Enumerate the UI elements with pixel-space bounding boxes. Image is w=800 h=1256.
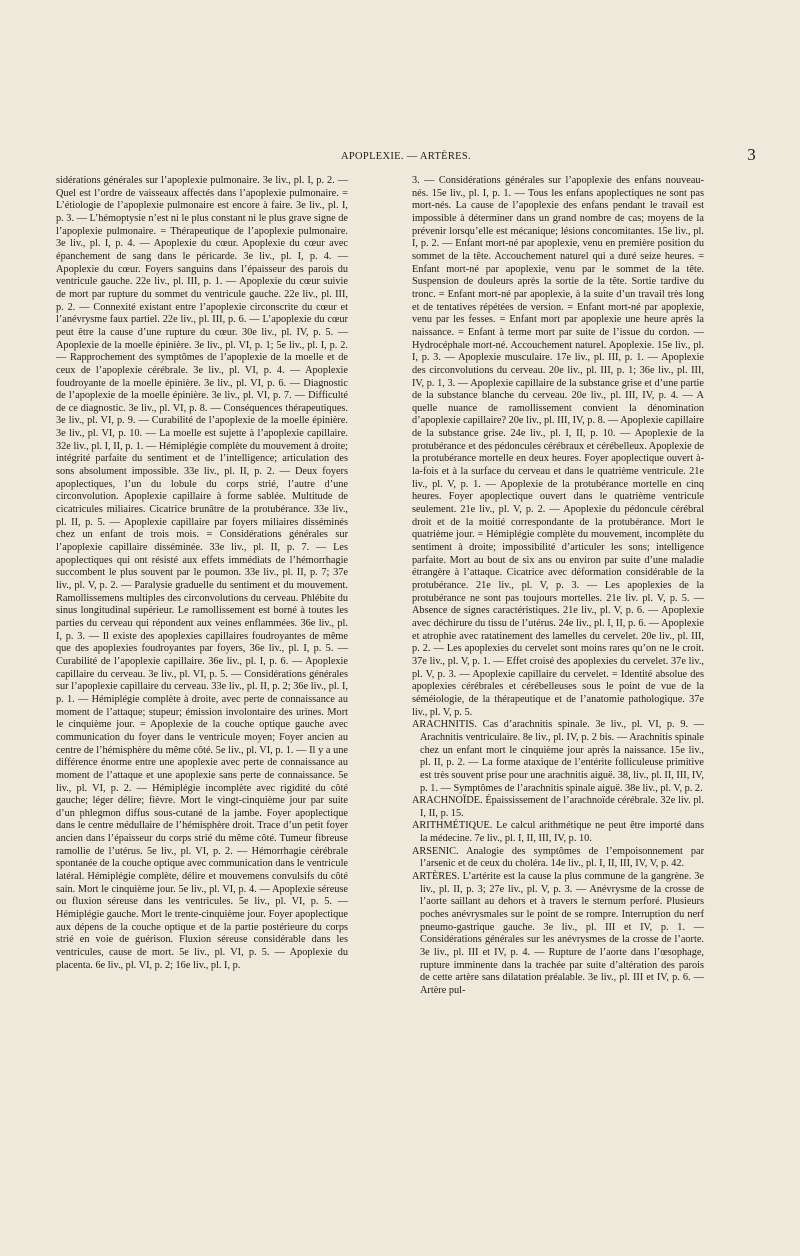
index-entry-arteres: ARTÈRES. L’artérite est la cause la plus commune de la gangrène. 3e liv., pl. II, p. 3; 27e liv., pl. V, p. 3. — Anévrysme de la crosse de l’aorte saillant au dehors et à travers le sternum perforé. Plusieurs poches anévrysmales sur le point de se rompre. Interruption du nerf pneumo-gastrique gauche. 3e liv., pl. III et IV, p. 1. — Considérations générales sur les anévrysmes de la crosse de l’aorte. 3e liv., pl. III et IV, p. 4. — Rupture de l’aorte dans l’œsophage, rupture imminente dans la trachée par suite d’altération des parois de cette artère sans dilatation préalable. 3e liv., pl. III et IV, p. 6. — Artère pul-: [412, 871, 704, 996]
running-title: APOPLEXIE. — ARTÈRES.: [341, 151, 471, 162]
page-number: 3: [747, 145, 756, 164]
index-entry-arachnitis: ARACHNITIS. Cas d’arachnitis spinale. 3e liv., pl. VI, p. 9. — Arachnitis ventriculaire. 8e liv., pl. IV, p. 2 bis. — Arachnitis spinale chez un enfant mort le cinquième jour après la naissance. 15e liv., pl. II, p. 2. — La forme ataxique de l’entérite folliculeuse primitive est très souvent prise pour une arachnitis aiguë. 38, liv., pl. II, III, IV, p. 1. — Symptômes de l’arachnitis spinale aiguë. 38e liv., pl. V, p. 2.: [412, 719, 704, 794]
index-entry-arithmetique: ARITHMÉTIQUE. Le calcul arithmétique ne peut être importé dans la médecine. 7e liv., pl. I, II, III, IV, p. 10.: [412, 820, 704, 845]
left-column: [56, 175, 348, 972]
index-entry-arsenic: ARSENIC. Analogie des symptômes de l’empoisonnement par l’arsenic et de ceux du choléra. 14e liv., pl. I, II, III, IV, V, p. 42.: [412, 845, 704, 870]
text-paragraph: sidérations générales sur l’apoplexie pulmonaire. 3e liv., pl. I, p. 2. — Quel est l’ordre de vaisseaux affectés dans l’apoplexie pulmonaire. = L’étiologie de l’apoplexie pulmonaire est encore à faire. 3e liv., pl. I, p. 3. — L’hémoptysie n’est ni le plus constant ni le plus grave signe de l’apoplexie pulmonaire. = Thérapeutique de l’apoplexie pulmonaire. 3e liv., pl. I, p. 4. — Apoplexie du cœur. Apoplexie du cœur avec épanchement de sang dans le péricarde. 3e liv., pl. I, p. 4. — Apoplexie du cœur. Foyers sanguins dans l’épaisseur des parois du ventricule gauche. 22e liv., pl. III, p. 1. — Apoplexie du cœur suivie de mort par rupture du sommet du ventricule gauche. 22e liv., pl. III, p. 2. — Connexité existant entre l’apoplexie circonscrite du cœur et l’anévrysme faux partiel. 22e liv., pl. III, p. 6. — L’apoplexie du cœur peut être la cause d’une rupture du cœur. 30e liv., pl. IV, p. 5. — Apoplexie de la moelle épinière. 3e liv., pl. VI, p. 1; 5e liv., pl. I, p. 2. — Rapprochement des symptômes de l’apoplexie de la moelle et de ceux de l’apoplexie cérébrale. 3e liv., pl. VI, p. 4. — Apoplexie foudroyante de la moelle épinière. 3e liv., pl. VI, p. 6. — Diagnostic de l’apoplexie de la moelle épinière. 3e liv., pl. VI, p. 7. — Difficulté de ce diagnostic. 3e liv., pl. VI, p. 8. — Conséquences thérapeutiques. 3e liv., pl. VI, p. 9. — Curabilité de l’apoplexie de la moelle épinière. 3e liv., pl. VI, p. 10. — La moelle est sujette à l’apoplexie capillaire. 32e liv., pl. I, II, p. 1. — Hémiplégie complète du mouvement à droite; intégrité parfaite du sentiment et de l’intelligence; articulation des sons absolument impossible. 33e liv., pl. II, p. 2. — Deux foyers apoplectiques, l’un du lobule du corps strié, l’autre d’une circonvolution. Apoplexie capillaire à forme sablée. Multitude de cicatricules miliaires. Cicatrice brunâtre de la protubérance. 33e liv., pl. II, p. 5. — Apoplexie capillaire par foyers miliaires disséminés chez un enfant de trois mois. = Considérations générales sur l’apoplexie capillaire disséminée. 33e liv., pl. II, p. 7. — Les apoplectiques qui ont résisté aux effets immédiats de l’hémorrhagie succombent le plus souvent par le poumon. 33e liv., pl. II, p. 7; 37e liv., pl. V, p. 2. — Paralysie graduelle du sentiment et du mouvement. Ramollissemens multiples des circonvolutions du cerveau. Phlébite du sinus longitudinal supérieur. Le ramollissement est borné à toutes les parties du cerveau qui répondent aux veines enflammées. 36e liv., pl. I, p. 3. — Il existe des apoplexies capillaires foudroyantes de même que des apoplexies foudroyantes par foyers, 36e liv., pl. I, p. 5. — Curabilité de l’apoplexie capillaire. 36e liv., pl. I, p. 6. — Apoplexie capillaire du cerveau. 3e liv., pl. VI, p. 5. — Considérations générales sur l’apoplexie capillaire du cerveau. 33e liv., pl. II, p. 2; 36e liv., pl. I, p. 1. — Hémiplégie complète à droite, avec perte de connaissance au moment de l’attaque; stupeur; émission involontaire des urines. Mort le cinquième jour. = Apoplexie de la couche optique gauche avec communication du foyer dans le ventricule moyen; Foyer ancien au centre de l’hémisphère du même côté. 5e liv., pl. VI, p. 1. — Il y a une différence énorme entre une apoplexie avec perte de connaissance au moment de l’attaque et une apoplexie sans perte de connaissance. 5e liv., pl. VI, p. 2. — Hémiplégie incomplète avec rigidité du côté gauche; léger délire; fièvre. Mort le vingt-cinquième jour par suite d’un phlegmon diffus sous-cutané de la jambe. Foyer apoplectique dans le centre médullaire de l’hémisphère droit. Trace d’un petit foyer ancien dans l’épaisseur du corps strié du même côté. Tumeur fibreuse ramollie de l’utérus. 5e liv., pl. VI, p. 2. — Hémorrhagie cérébrale spontanée de la couche optique avec communication dans le ventricule latéral. Hémiplégie complète, délire et mouvemens convulsifs du côté sain. Mort le cinquième jour. 5e liv., pl. VI, p. 4. — Apoplexie séreuse ou fluxion séreuse dans les ventricules. 5e liv., pl. VI, p. 5. — Hémiplégie gauche. Mort le trente-cinquième jour. Foyer apoplectique aux dépens de la couche optique et de la partie postérieure du corps strié en voie de guérison. Fluxion séreuse considérable dans les ventricules, cause de mort. 5e liv., pl. VI, p. 5. — Apoplexie du placenta. 6e liv., pl. VI, p. 2; 16e liv., pl. I, p.: [56, 175, 348, 971]
text-paragraph: 3. — Considérations générales sur l’apoplexie des enfans nouveau-nés. 15e liv., pl. I, p. 1. — Tous les enfans apoplectiques ne sont pas mort-nés. La cause de l’apoplexie des enfans pendant le travail est impossible à déterminer dans un grand nombre de cas; moyens de la prévenir lorsqu’elle est mécanique; lésions concomitantes. 15e liv., pl. I, p. 2. — Enfant mort-né par apoplexie, venu en première position du sommet de la tête. Accouchement naturel qui a duré seize heures. = Enfant mort-né par apoplexie, venu par le sommet de la tête. Suspension de douleurs après la sortie de la tête. Sortie tardive du tronc. = Enfant mort-né par apoplexie, à la suite d’un travail très long et de tentatives répétées de version. = Enfant mort-né par apoplexie, venu par les fesses. = Enfant mort par apoplexie une heure après la naissance. = Enfant à terme mort par suite de l’issue du cordon. — Hydrocéphale mort-né. Accouchement naturel. Apoplexie. 15e liv., pl. I, p. 3. — Apoplexie musculaire. 17e liv., pl. III, p. 1. — Apoplexie des circonvolutions du cerveau. 20e liv., pl. III, p. 1; 36e liv., pl. III, IV, p. 1, 3. — Apoplexie capillaire de la substance grise et d’une partie de la substance blanche du cerveau. 20e liv., pl. III, IV, p. 4. — A quelle nuance de ramollissement convient la dénomination d’apoplexie capillaire? 20e liv., pl. III, IV, p. 8. — Apoplexie capillaire de la substance grise. 24e liv., pl. I, II, p. 10. — Apoplexie de la protubérance et des pédoncules cérébraux et cérébelleux. Apoplexie de la protubérance mortelle en deux heures. Foyer apoplectique ouvert à-la-fois et à la surface du cerveau et dans le quatrième ventricule. 21e liv., pl. V, p. 1. — Apoplexie de la protubérance mortelle en cinq heures. Foyer apoplectique ouvert dans le quatrième ventricule seulement. 21e liv., pl. V, p. 2. — Apoplexie du pédoncule cérébral droit et de la moitié correspondante de la protubérance. Mort le quatrième jour. = Hémiplégie complète du mouvement, incomplète du sentiment à droite; impossibilité d’articuler les sons; intelligence parfaite. Mort au bout de six ans ou environ par suite d’une maladie étrangère à l’attaque. Cicatrice avec déformation considérable de la protubérance. 21e liv., pl. V, p. 3. — Les apoplexies de la protubérance ne sont pas toujours mortelles. 21e liv. pl. V, p. 5. — Absence de signes caractéristiques. 21e liv., pl. V, p. 6. — Apoplexie avec déchirure du tissu de l’utérus. 24e liv., pl. I, II, p. 6. — Apoplexie et atrophie avec ratatinement des lamelles du cervelet. 20e liv., pl. III, p. 2. — Les apoplexies du cervelet sont moins rares qu’on ne le croit. 37e liv., pl. V, p. 1. — Effet croisé des apoplexies du cervelet. 37e liv., pl. V, p. 3. — Apoplexie capillaire du cervelet. = Identité absolue des apoplexies cérébrales et cérébelleuses sous le point de vue de la séméiologie, de la thérapeutique et de l’anatomie pathologique. 37e liv., pl. V, p. 5.: [412, 175, 704, 718]
running-header: [56, 145, 756, 167]
index-entry-arachnoide: ARACHNOÏDE. Épaississement de l’arachnoïde cérébrale. 32e liv. pl. I, II, p. 15.: [412, 795, 704, 819]
right-column: [412, 175, 704, 998]
